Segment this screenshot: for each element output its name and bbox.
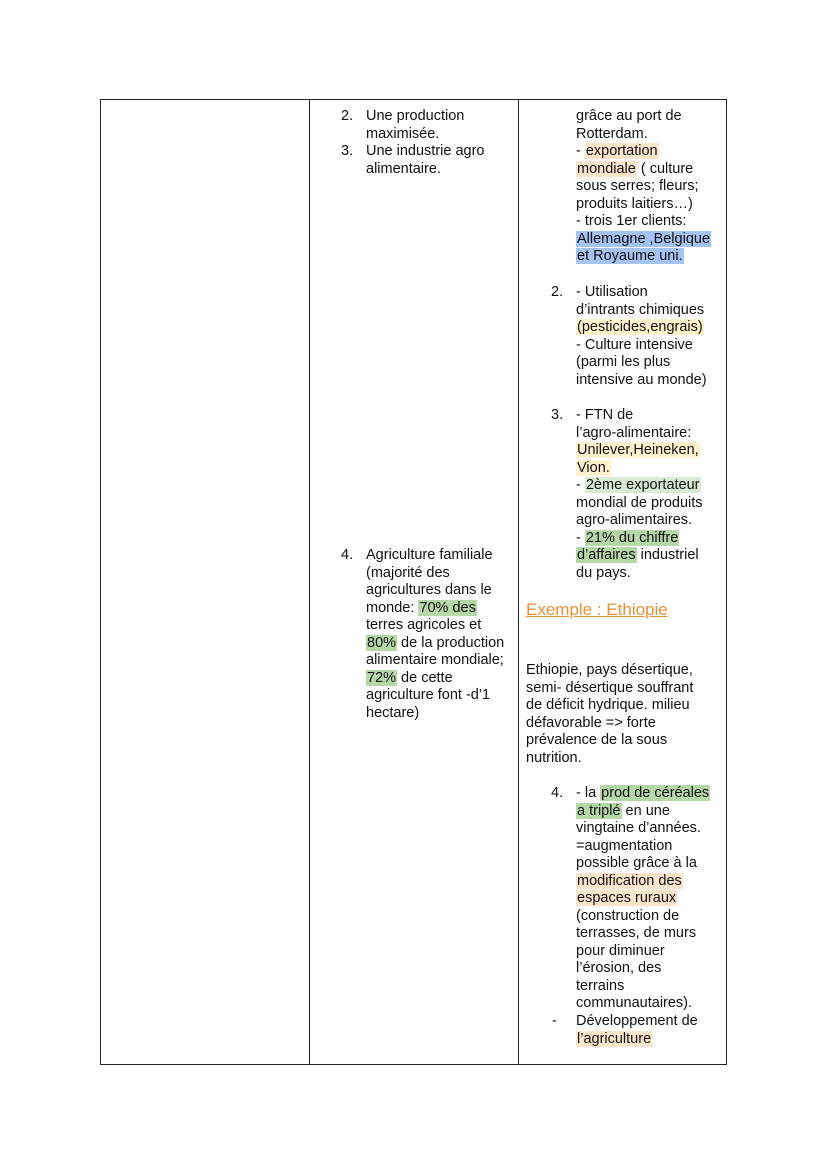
text-line: mondiale ( culture <box>577 160 694 177</box>
list-number: 3. <box>551 407 564 423</box>
text-line: Développement de <box>576 1013 698 1029</box>
text-line: vingtaine d’années. <box>576 820 701 836</box>
text-line: pour diminuer <box>576 942 665 959</box>
text-line: - Culture intensive <box>576 336 693 353</box>
text-line <box>576 460 611 478</box>
text-line: - Utilisation <box>576 284 648 300</box>
highlight: exportation <box>585 143 658 159</box>
text-line: =augmentation <box>576 837 673 854</box>
text-line: - 21% du chiffre <box>576 529 679 546</box>
text-line: grâce au port de <box>576 108 682 124</box>
highlight: Unilever,Heineken, <box>577 442 699 458</box>
text-line: - exportation <box>576 143 658 159</box>
paragraph-line: défavorable => forte <box>526 714 656 731</box>
list-number: 4. <box>341 547 354 563</box>
text-line: possible grâce à la <box>576 855 697 871</box>
list-item-text: maximisée. <box>366 125 440 142</box>
highlight: (pesticides,engrais) <box>577 319 703 335</box>
list-number: 2. <box>551 284 564 300</box>
highlight: 80% <box>367 634 397 651</box>
list-number: 4. <box>551 785 564 801</box>
highlight: prod de céréales <box>601 785 710 801</box>
list-item-text: alimentaire. <box>366 160 441 177</box>
text-line <box>576 319 704 337</box>
list-item-text: alimentaire mondiale; <box>366 652 504 668</box>
text-line: intensive au monde) <box>576 371 707 388</box>
highlight: Vion. <box>577 459 610 476</box>
text-line: - la prod de céréales <box>576 785 710 801</box>
text-line: produits laitiers…) <box>576 195 693 212</box>
highlight: 21% du chiffre <box>585 529 679 546</box>
text-line <box>576 248 684 266</box>
highlight: mondiale <box>577 160 636 177</box>
text-line: (construction de <box>576 907 680 924</box>
list-number: 2. <box>341 108 354 124</box>
text-line <box>576 873 683 891</box>
highlight: modification des <box>577 872 682 889</box>
text-line: mondial de produits <box>576 494 703 511</box>
list-item-text: Une production <box>366 108 465 124</box>
text-line: du pays. <box>576 564 631 581</box>
highlight: 2ème exportateur <box>585 477 700 493</box>
highlight: a triplé <box>577 802 621 819</box>
list-item-text: agriculture font -d’1 <box>366 687 491 703</box>
highlight: 70% des <box>419 599 476 616</box>
highlight: espaces ruraux <box>577 890 677 906</box>
column-divider-2 <box>518 100 519 1064</box>
text-line: communautaires). <box>576 995 693 1011</box>
paragraph-line: prévalence de la sous <box>526 732 668 748</box>
text-line: a triplé en une <box>577 802 670 819</box>
text-line: terrasses, de murs <box>576 925 697 941</box>
text-line: d’affaires industriel <box>577 547 699 563</box>
list-item-text: hectare) <box>366 704 420 721</box>
text-line: terrains <box>576 977 625 994</box>
text-line: - trois 1er clients: <box>576 213 687 229</box>
list-item-text: (majorité des <box>366 564 450 581</box>
text-line: l’agro-alimentaire: <box>576 424 692 441</box>
highlight: 72% <box>367 669 397 686</box>
list-item-text: terres agricoles et <box>366 617 482 633</box>
example-heading-link[interactable]: Exemple : Ethiopie <box>526 600 668 619</box>
paragraph-line: de déficit hydrique. milieu <box>526 697 690 713</box>
list-item-text: agricultures dans le <box>366 582 492 598</box>
text-line: agro-alimentaires. <box>576 512 693 528</box>
text-line: d’intrants chimiques <box>576 301 705 318</box>
text-line: - FTN de <box>576 407 634 423</box>
text-line <box>576 1031 652 1049</box>
highlight: l’agriculture <box>577 1030 652 1047</box>
column-divider-1 <box>309 100 310 1064</box>
text-line <box>576 890 677 908</box>
highlight: Allemagne ,Belgique <box>577 230 711 247</box>
text-line: Rotterdam. <box>576 125 648 142</box>
paragraph-line: Ethiopie, pays désertique, <box>526 662 693 678</box>
list-item-text: Agriculture familiale <box>366 547 493 563</box>
text-line <box>576 442 700 460</box>
list-dash: - <box>552 1013 557 1029</box>
paragraph-line: nutrition. <box>526 749 582 766</box>
list-number: 3. <box>341 143 354 159</box>
text-line: l’érosion, des <box>576 960 662 976</box>
paragraph-line: semi- désertique souffrant <box>526 679 694 696</box>
list-item-text: 80% de la production <box>367 634 505 651</box>
text-line: - 2ème exportateur <box>576 477 700 493</box>
highlight: d’affaires <box>577 547 636 563</box>
list-item-text: monde: 70% des <box>366 599 476 616</box>
list-item-text: Une industrie agro <box>366 143 485 159</box>
highlight: et Royaume uni. <box>577 248 683 264</box>
text-line: sous serres; fleurs; <box>576 178 699 194</box>
text-line: (parmi les plus <box>576 354 671 370</box>
text-line <box>576 231 711 249</box>
list-item-text: 72% de cette <box>367 669 453 686</box>
